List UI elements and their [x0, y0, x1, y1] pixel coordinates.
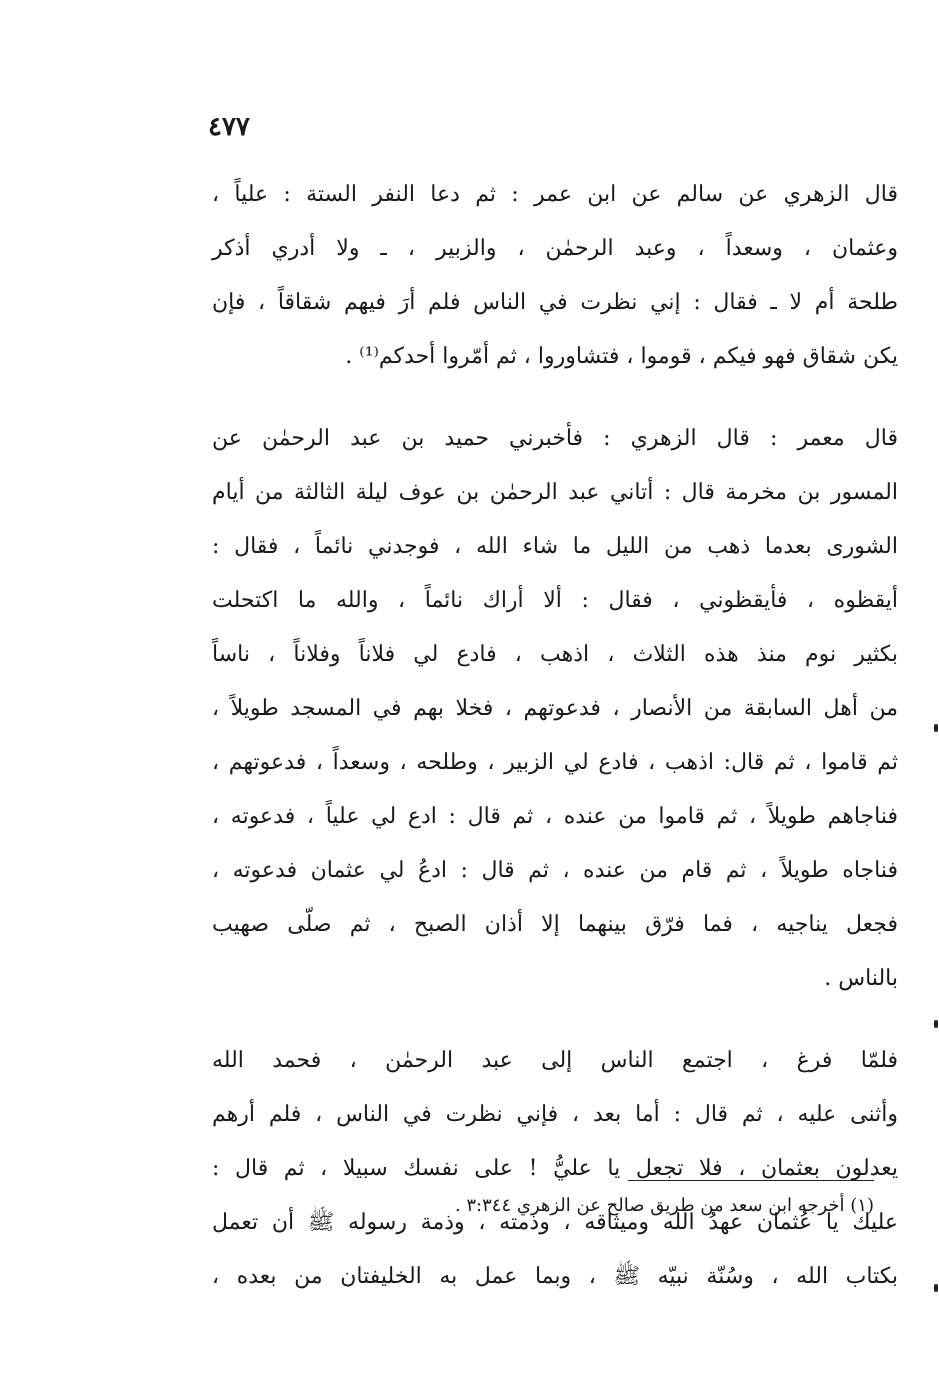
text-line: المسور بن مخرمة قال : أتاني عبد الرحمٰن بن عوف ليلة الثالثة من أيام	[212, 480, 898, 505]
page-number: ٤٧٧	[208, 112, 250, 142]
text-line: يكن شقاق فهو فيكم ، قوموا ، فتشاوروا ، ثم أمّروا أحدكم⁽¹⁾ .	[345, 344, 898, 369]
text-line: فناجاه طويلاً ، ثم قام من عنده ، ثم قال : ادعُ لي عثمان فدعوته ،	[212, 858, 898, 883]
text-line: وأثنى عليه ، ثم قال : أما بعد ، فإني نظرت في الناس ، فلم أرهم	[212, 1102, 898, 1127]
text-line: بالناس .	[824, 966, 898, 991]
text-line: الشورى بعدما ذهب من الليل ما شاء الله ، فوجدني نائماً ، فقال :	[212, 534, 898, 559]
text-line: فجعل يناجيه ، فما فرّق بينهما إلا أذان الصبح ، ثم صلّى صهيب	[212, 912, 898, 937]
text-line: يعدلون بعثمان ، فلا تجعل يا عليُّ ! على نفسك سبيلا ، ثم قال :	[212, 1156, 898, 1181]
text-line: قال معمر : قال الزهري : فأخبرني حميد بن عبد الرحمٰن عن	[212, 426, 898, 451]
text-line: من أهل السابقة من الأنصار ، فدعوتهم ، فخلا بهم في المسجد طويلاً ،	[212, 696, 898, 721]
text-line: ثم قاموا ، ثم قال: اذهب ، فادع لي الزبير ، وطلحه ، وسعداً ، فدعوتهم ،	[212, 750, 898, 775]
text-line: أيقظوه ، فأيقظوني ، فقال : ألا أراك نائماً ، والله ما اكتحلت	[212, 588, 898, 613]
text-line: بكثير نوم منذ هذه الثلاث ، اذهب ، فادع لي فلاناً وفلاناً ، ناساً	[212, 642, 898, 667]
text-line: فلمّا فرغ ، اجتمع الناس إلى عبد الرحمٰن ، فحمد الله	[212, 1048, 898, 1073]
footnote: (١) أخرجه ابن سعد من طريق صالح عن الزهري ٣:٣٤٤ .	[454, 1195, 874, 1216]
text-line: قال الزهري عن سالم عن ابن عمر : ثم دعا النفر الستة : علياً ،	[212, 182, 898, 207]
text-line: بكتاب الله ، وسُنّة نبيّه ﷺ ، وبما عمل به الخليفتان من بعده ،	[212, 1264, 898, 1289]
main-text	[212, 168, 898, 1304]
scan-speck	[934, 1020, 938, 1028]
scan-speck	[934, 724, 938, 732]
text-line: فناجاهم طويلاً ، ثم قاموا من عنده ، ثم قال : ادع لي علياً ، فدعوته ،	[212, 804, 898, 829]
paragraph-1	[212, 168, 898, 384]
text-line: عليك يا عُثمان عهدُ الله وميثاقه ، وذمته ، وذمة رسوله ﷺ أن تعمل	[212, 1210, 898, 1235]
text-line: طلحة أم لا ـ فقال : إني نظرت في الناس فلم أرَ فيهم شقاقاً ، فإن	[212, 290, 898, 315]
paragraph-2	[212, 412, 898, 1006]
text-line: وعثمان ، وسعداً ، وعبد الرحمٰن ، والزبير ، ـ ولا أدري أذكر	[212, 236, 898, 261]
scan-speck	[934, 1284, 938, 1292]
footnote-separator	[628, 1180, 874, 1181]
paragraph-3	[212, 1034, 898, 1304]
